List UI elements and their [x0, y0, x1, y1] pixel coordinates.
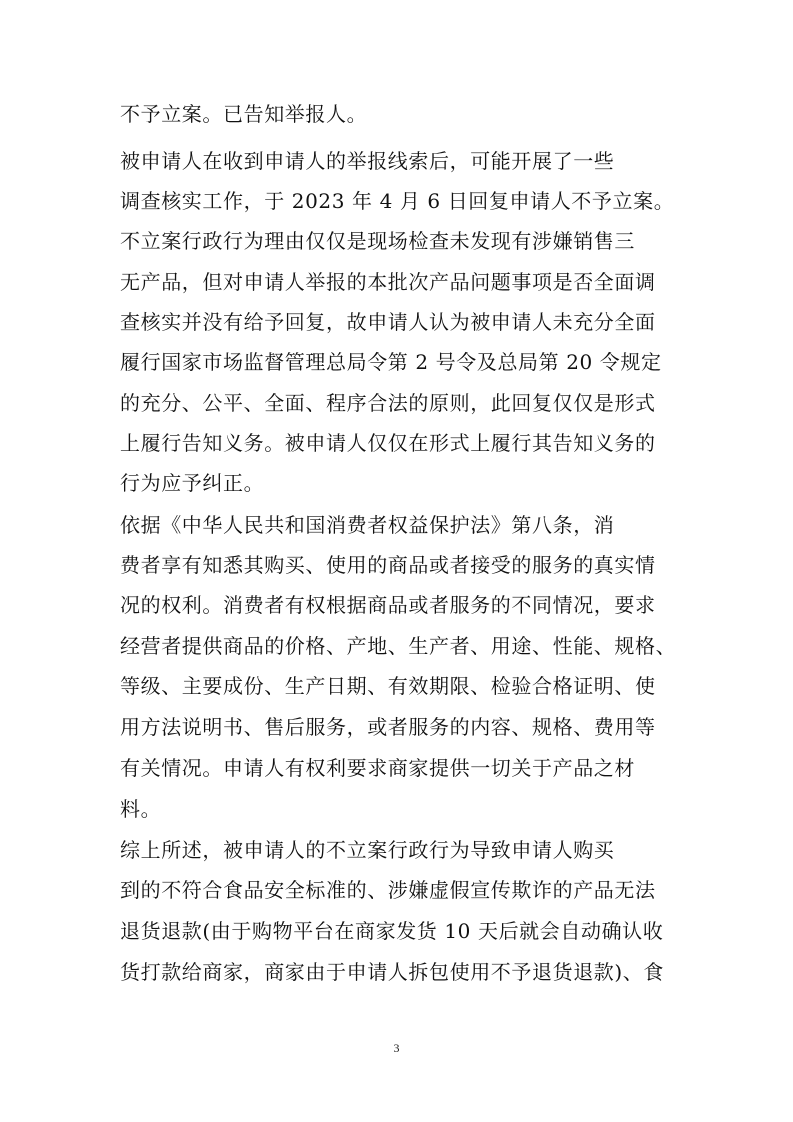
- text-line: 履行国家市场监督管理总局令第 2 号令及总局第 20 令规定: [120, 350, 662, 374]
- text-line: 上履行告知义务。被申请人仅仅在形式上履行其告知义务的: [120, 431, 656, 455]
- text-line: 查核实并没有给予回复，故申请人认为被申请人未充分全面: [120, 310, 656, 334]
- text-line: 料。: [120, 797, 162, 821]
- text-line: 不予立案。已告知举报人。: [120, 102, 368, 126]
- text-line: 行为应予纠正。: [120, 471, 265, 495]
- text-line: 货打款给商家，商家由于申请人拆包使用不予退货退款)、食: [120, 960, 665, 984]
- text-line: 费者享有知悉其购买、使用的商品或者接受的服务的真实情: [120, 553, 656, 577]
- text-line: 的充分、公平、全面、程序合法的原则，此回复仅仅是形式: [120, 391, 656, 415]
- text-line: 到的不符合食品安全标准的、涉嫌虚假宣传欺诈的产品无法: [120, 878, 656, 902]
- text-line: 不立案行政行为理由仅仅是现场检查未发现有涉嫌销售三: [120, 229, 635, 253]
- page-number: 3: [393, 1041, 400, 1055]
- text-line: 等级、主要成份、生产日期、有效期限、检验合格证明、使: [120, 674, 656, 698]
- text-line: 无产品，但对申请人举报的本批次产品问题事项是否全面调: [120, 270, 656, 294]
- text-line: 有关情况。申请人有权利要求商家提供一切关于产品之材: [120, 756, 635, 780]
- text-line: 经营者提供商品的价格、产地、生产者、用途、性能、规格、: [120, 634, 677, 658]
- text-line: 调查核实工作，于 2023 年 4 月 6 日回复申请人不予立案。: [120, 189, 675, 213]
- text-line: 退货退款(由于购物平台在商家发货 10 天后就会自动确认收: [120, 919, 664, 943]
- text-line: 依据《中华人民共和国消费者权益保护法》第八条，消: [120, 513, 615, 537]
- text-line: 被申请人在收到申请人的举报线索后，可能开展了一些: [120, 149, 615, 173]
- text-line: 用方法说明书、售后服务，或者服务的内容、规格、费用等: [120, 715, 656, 739]
- text-line: 综上所述，被申请人的不立案行政行为导致申请人购买: [120, 838, 615, 862]
- text-line: 况的权利。消费者有权根据商品或者服务的不同情况，要求: [120, 593, 656, 617]
